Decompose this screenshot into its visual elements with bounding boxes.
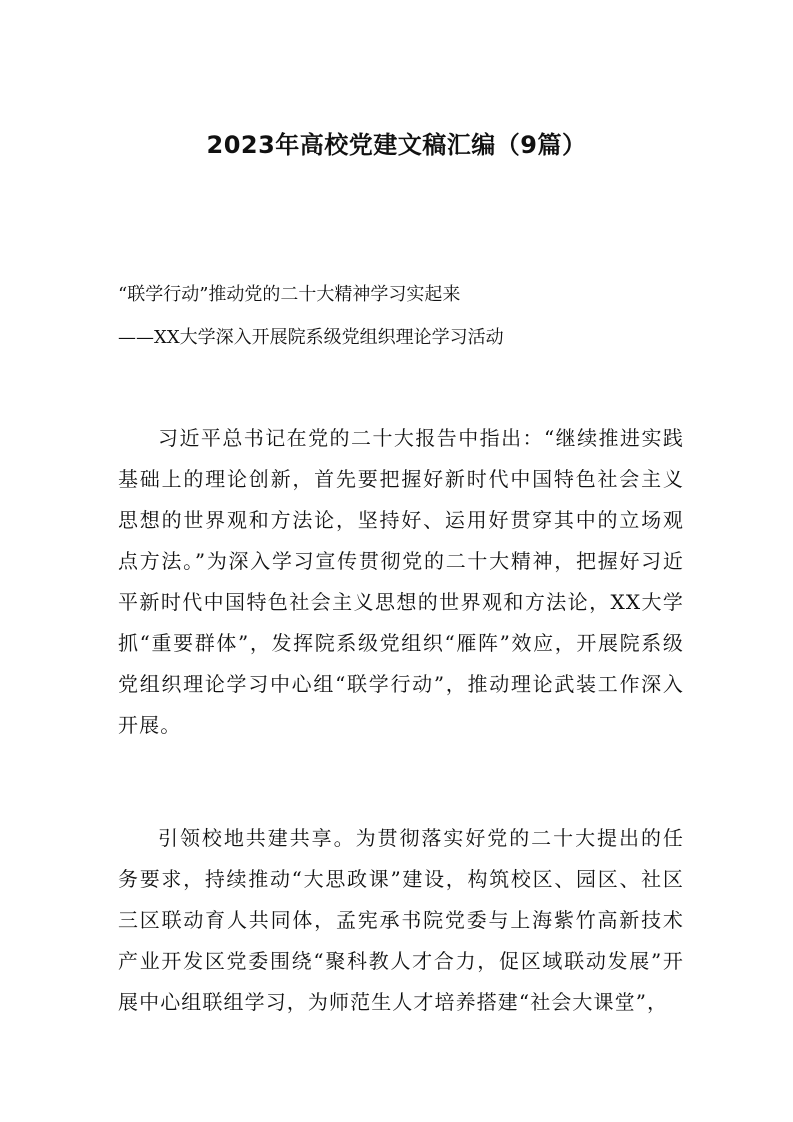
article-subheadline: ——XX大学深入开展院系级党组织理论学习活动 [118, 327, 504, 348]
body-paragraph: 引领校地共建共享。为贯彻落实好党的二十大提出的任务要求，持续推动“大思政课”建设，构筑校区、园区、社区三区联动育人共同体，孟宪承书院党委与上海紫竹高新技术产业开发区党委围绕“聚科教人才合力，促区域联动发展”开展中心组联组学习，为师范生人才培养搭建“社会大课堂”， [118, 826, 684, 1014]
article-headline: “联学行动”推动党的二十大精神学习实起来 [118, 284, 461, 305]
document-title: 2023年高校党建文稿汇编（9篇） [206, 131, 587, 159]
body-paragraph: 习近平总书记在党的二十大报告中指出：“继续推进实践基础上的理论创新，首先要把握好新时代中国特色社会主义思想的世界观和方法论，坚持好、运用好贯穿其中的立场观点方法。”为深入学习宣传贯彻党的二十大精神，把握好习近平新时代中国特色社会主义思想的世界观和方法论，XX大学抓“重要群体”，发挥院系级党组织“雁阵”效应，开展院系级党组织理论学习中心组“联学行动”，推动理论武装工作深入开展。 [118, 426, 684, 737]
